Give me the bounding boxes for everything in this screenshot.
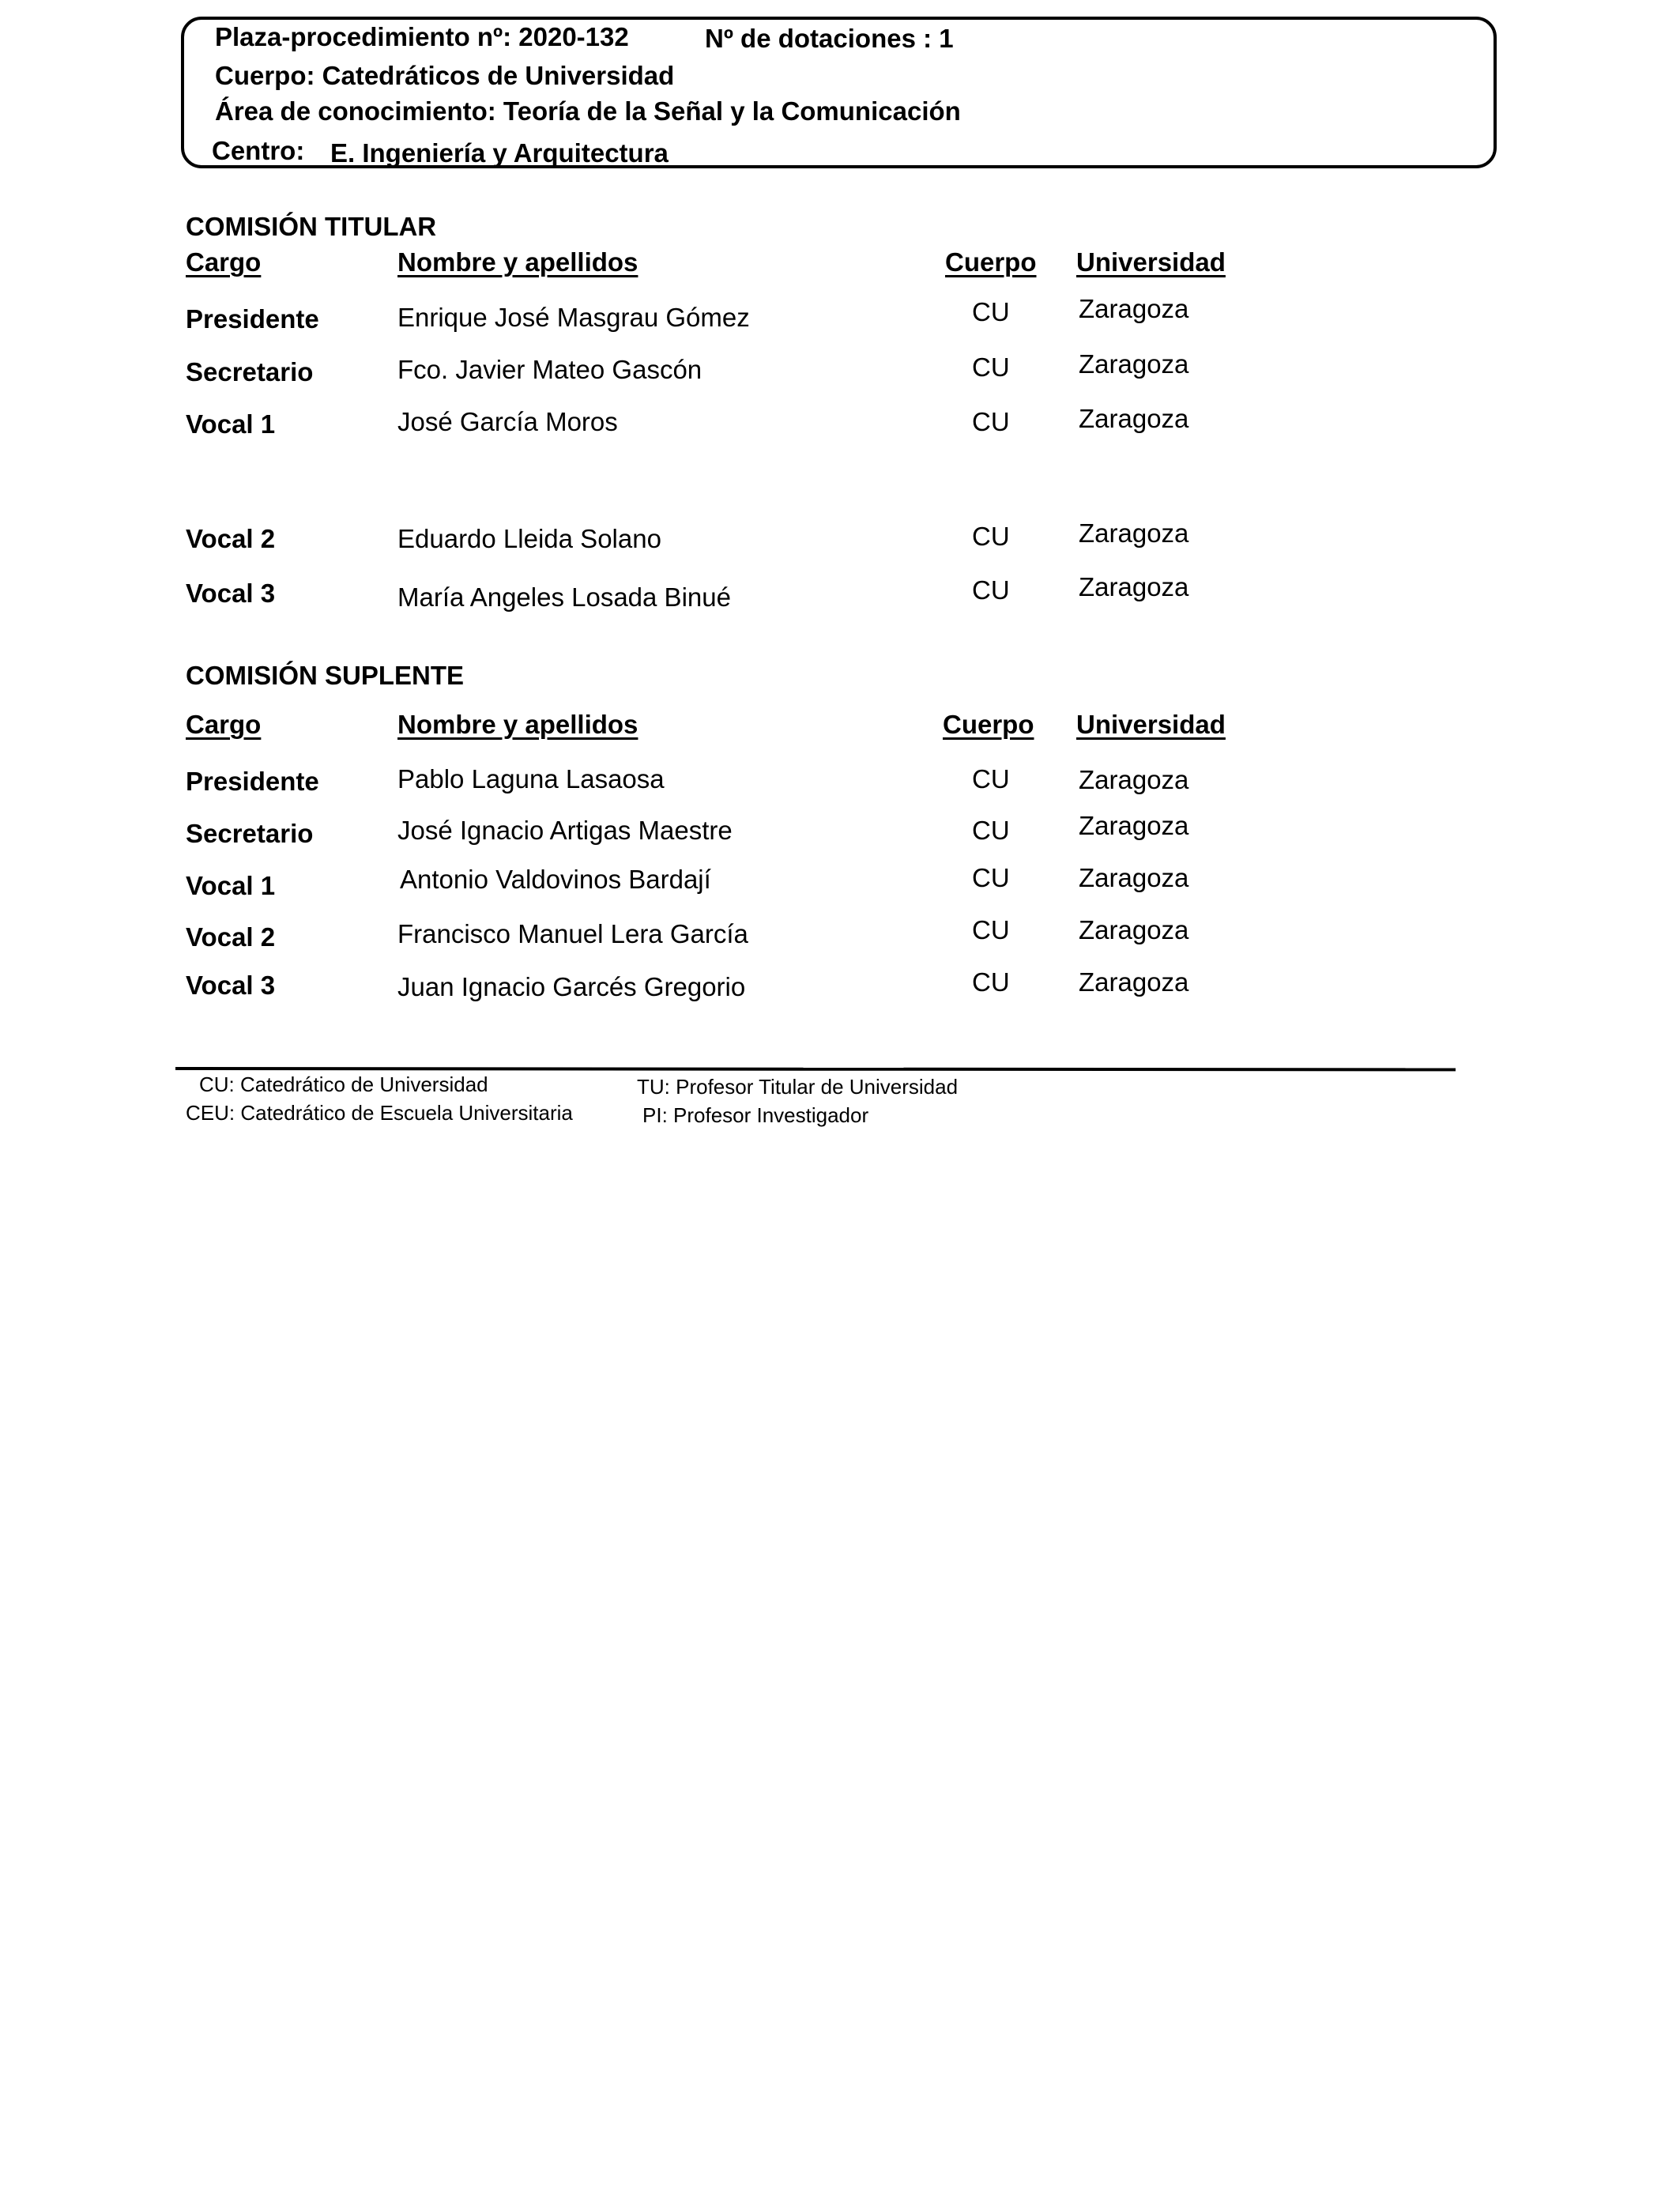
centro-label: Centro: bbox=[212, 136, 305, 165]
universidad-cell: Zaragoza bbox=[1079, 518, 1189, 548]
legend-cu: CU: Catedrático de Universidad bbox=[199, 1072, 488, 1096]
nombre-cell: María Angeles Losada Binué bbox=[397, 582, 731, 612]
universidad-cell: Zaragoza bbox=[1079, 863, 1189, 892]
universidad-cell: Zaragoza bbox=[1079, 765, 1189, 794]
cuerpo-cell: CU bbox=[972, 967, 1010, 997]
universidad-cell: Zaragoza bbox=[1079, 811, 1189, 840]
legend-divider bbox=[175, 1067, 1456, 1071]
cargo-cell: Vocal 2 bbox=[186, 922, 276, 952]
centro-value: E. Ingeniería y Arquitectura bbox=[330, 138, 669, 168]
cargo-cell: Presidente bbox=[186, 304, 319, 334]
cuerpo-cell: CU bbox=[972, 522, 1010, 551]
universidad-cell: Zaragoza bbox=[1079, 404, 1189, 433]
cuerpo-cell: CU bbox=[972, 764, 1010, 794]
universidad-cell: Zaragoza bbox=[1079, 967, 1189, 997]
cargo-cell: Secretario bbox=[186, 357, 314, 386]
legend-pi: PI: Profesor Investigador bbox=[642, 1103, 869, 1127]
nombre-cell: Francisco Manuel Lera García bbox=[397, 919, 748, 948]
col-header-universidad: Universidad bbox=[1076, 247, 1226, 277]
cargo-cell: Vocal 1 bbox=[186, 871, 276, 900]
cargo-cell: Vocal 3 bbox=[186, 971, 276, 1000]
nombre-cell: Enrique José Masgrau Gómez bbox=[397, 303, 750, 332]
universidad-cell: Zaragoza bbox=[1079, 294, 1189, 323]
universidad-cell: Zaragoza bbox=[1079, 915, 1189, 944]
cargo-cell: Secretario bbox=[186, 819, 314, 848]
nombre-cell: José Ignacio Artigas Maestre bbox=[397, 816, 733, 845]
col-header-universidad: Universidad bbox=[1076, 710, 1226, 739]
cargo-cell: Vocal 3 bbox=[186, 579, 276, 608]
cargo-cell: Presidente bbox=[186, 767, 319, 796]
nombre-cell: José García Moros bbox=[397, 407, 618, 436]
dotaciones-label: Nº de dotaciones : 1 bbox=[705, 24, 954, 53]
cargo-cell: Vocal 1 bbox=[186, 409, 276, 439]
col-header-nombre: Nombre y apellidos bbox=[397, 247, 638, 277]
cuerpo-cell: CU bbox=[972, 915, 1010, 944]
cuerpo-cell: CU bbox=[972, 297, 1010, 326]
area-label: Área de conocimiento: Teoría de la Señal y la Comunicación bbox=[215, 96, 961, 126]
col-header-cargo: Cargo bbox=[186, 710, 262, 739]
nombre-cell: Juan Ignacio Garcés Gregorio bbox=[397, 972, 746, 1001]
cuerpo-label: Cuerpo: Catedráticos de Universidad bbox=[215, 61, 675, 90]
universidad-cell: Zaragoza bbox=[1079, 349, 1189, 379]
col-header-cuerpo: Cuerpo bbox=[945, 247, 1037, 277]
cuerpo-cell: CU bbox=[972, 407, 1010, 436]
universidad-cell: Zaragoza bbox=[1079, 572, 1189, 601]
col-header-cargo: Cargo bbox=[186, 247, 262, 277]
legend-ceu: CEU: Catedrático de Escuela Universitaria bbox=[186, 1101, 573, 1125]
titular-title: COMISIÓN TITULAR bbox=[186, 212, 437, 241]
nombre-cell: Fco. Javier Mateo Gascón bbox=[397, 355, 703, 384]
plaza-label: Plaza-procedimiento nº: 2020-132 bbox=[215, 22, 629, 51]
legend-tu: TU: Profesor Titular de Universidad bbox=[637, 1075, 959, 1099]
col-header-cuerpo: Cuerpo bbox=[943, 710, 1034, 739]
nombre-cell: Pablo Laguna Lasaosa bbox=[397, 764, 665, 794]
nombre-cell: Antonio Valdovinos Bardají bbox=[400, 865, 711, 894]
cargo-cell: Vocal 2 bbox=[186, 524, 276, 553]
cuerpo-cell: CU bbox=[972, 816, 1010, 845]
nombre-cell: Eduardo Lleida Solano bbox=[397, 524, 661, 553]
cuerpo-cell: CU bbox=[972, 575, 1010, 605]
suplente-title: COMISIÓN SUPLENTE bbox=[186, 661, 465, 690]
cuerpo-cell: CU bbox=[972, 352, 1010, 382]
col-header-nombre: Nombre y apellidos bbox=[397, 710, 638, 739]
cuerpo-cell: CU bbox=[972, 863, 1010, 892]
